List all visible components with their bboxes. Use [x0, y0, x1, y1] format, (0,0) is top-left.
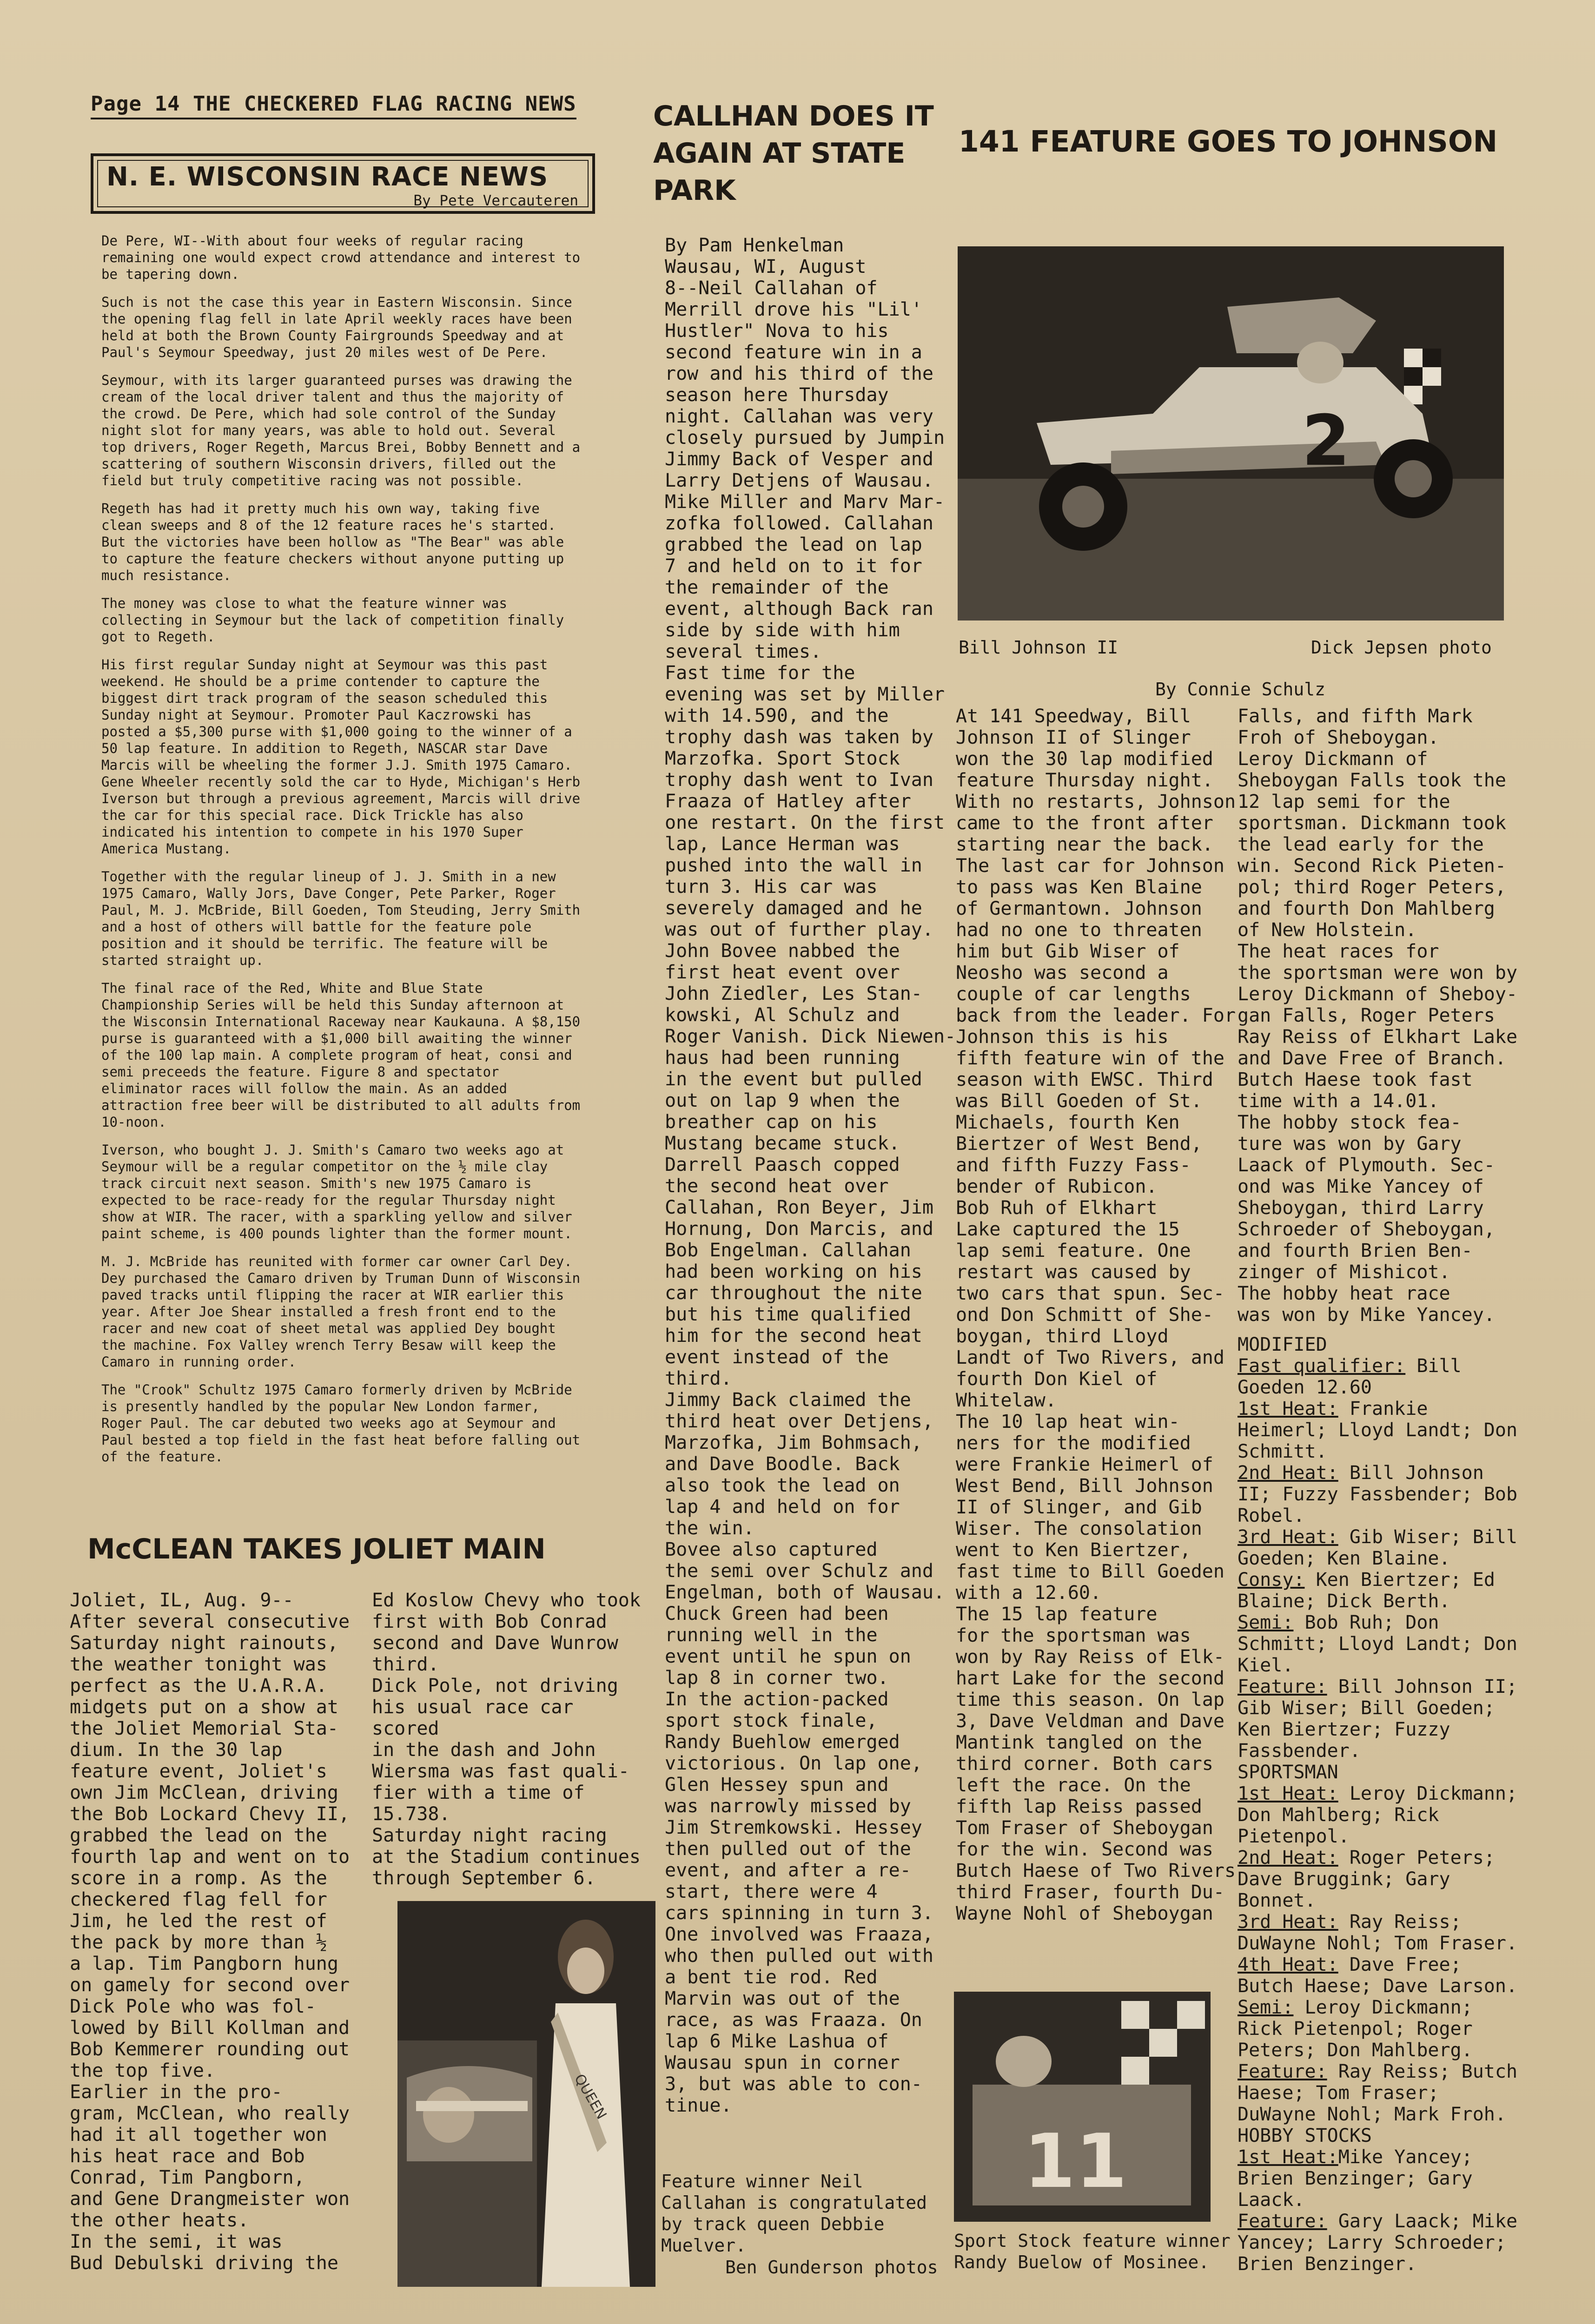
johnson-byline: By Connie Schulz — [1155, 679, 1326, 700]
paper-name: THE CHECKERED FLAG RACING NEWS — [192, 92, 576, 116]
nw-para-1: De Pere, WI--With about four weeks of regular racing remaining one would expect crowd attendance and interest to be tapering down. — [101, 233, 581, 282]
queen-sash-text: QUEEN — [571, 2071, 610, 2122]
car-number-11: 11 — [1024, 2118, 1127, 2205]
ne-wisconsin-title-box — [91, 153, 595, 214]
sport-stock-photo — [954, 1992, 1211, 2222]
ne-wisconsin-byline: By Pete Vercauteren — [413, 192, 578, 209]
nw-para-9: Iverson, who bought J. J. Smith's Camaro two weeks ago at Seymour will be a regular competitor on the ½ mile clay track circuit next season. Smith's new 1975 Camaro is expected to be race-ready for the regular Thursday night show at WIR. The racer, with a sparkling yellow and silver paint scheme, is 400 pounds lighter than the former mount. — [101, 1142, 572, 1241]
nw-para-11: The "Crook" Schultz 1975 Camaro formerly driven by McBride is presently handled by the popular New London farmer, Roger Paul. The car debuted two weeks ago at Seymour and Paul bested a top field in the fast heat before falling out of the feature. — [101, 1382, 581, 1465]
result-line: 1st Heat: Frankie Heimerl; Lloyd Landt; Don Schmitt. — [1238, 1398, 1518, 1462]
page-label: Page 14 — [91, 92, 180, 116]
result-line: SPORTSMAN — [1238, 1762, 1338, 1783]
track-queen-photo-graphic — [397, 1901, 655, 2287]
result-line: Feature: Bill Johnson II; Gib Wiser; Bill Goeden; Ken Biertzer; Fuzzy Fassbender. — [1238, 1676, 1518, 1762]
mcclean-headline: McCLEAN TAKES JOLIET MAIN — [87, 1533, 546, 1565]
result-line: Consy: Ken Biertzer; Ed Blaine; Dick Berth. — [1238, 1569, 1495, 1612]
nw-para-8: The final race of the Red, White and Blue State Championship Series will be held this Sunday afternoon at the Wisconsin International Raceway near Kaukauna. A $8,150 purse is guaranteed with a $1,000 bill awaiting the winner of the 100 lap main. A complete program of heat, consi and semi preceeds the feature. Figure 8 and spectator eliminator races will follow the main. As an added attraction free beer will be distributed to all adults from 10-noon. — [101, 980, 581, 1130]
result-line: 3rd Heat: Gib Wiser; Bill Goeden; Ken Blaine. — [1238, 1526, 1518, 1569]
callhan-photo-credit: Ben Gunderson photos — [725, 2257, 938, 2278]
nw-para-6: His first regular Sunday night at Seymour was this past weekend. He should be a prime contender to capture the biggest dirt track program of the season scheduled this Sunday night at Seymour. Promoter Paul Kaczrowski has posted a $5,300 purse with $1,000 going to the winner of a 50 lap feature. In addition to Regeth, NASCAR star Dave Marcis will be wheeling the former J.J. Smith 1975 Camaro. Gene Wheeler recently sold the car to Hyde, Michigan's Herb Iverson but through a previous agreement, Marcis will drive the car for this special race. Dick Trickle has also indicated his intention to compete in his 1970 Super America Mustang. — [101, 657, 581, 857]
track-queen-photo — [397, 1901, 655, 2287]
johnson-photo-credit: Dick Jepsen photo — [1311, 637, 1492, 658]
callhan-headline — [653, 98, 934, 209]
mcclean-left-column: Joliet, IL, Aug. 9-- After several consecutive Saturday night rainouts, the weather tonight was perfect as the U.A.R.A. midgets put on a show at the Joliet Memorial Sta- dium. In the 30 lap feature event, Joliet's own Jim McClean, driving the Bob Lockard Chevy II, grabbed the lead on the fourth lap and went on to score in a romp. As the checkered flag fell for Jim, he led the rest of the pack by more than ½ a lap. Tim Pangborn hung on gamely for second over Dick Pole who was fol- lowed by Bill Kollman and Bob Kemmerer rounding out the top five. Earlier in the pro- gram, McClean, who really had it all together won his heat race and Bob Conrad, Tim Pangborn, and Gene Drangmeister won the other heats. In the semi, it was Bud Debulski driving the — [70, 1590, 350, 2274]
result-line: Semi: Bob Ruh; Don Schmitt; Lloyd Landt; Don Kiel. — [1238, 1612, 1518, 1676]
nw-para-2: Such is not the case this year in Eastern Wisconsin. Since the opening flag fell in late April weekly races have been held at both the Brown County Fairgrounds Speedway and at Paul's Seymour Speedway, just 20 miles west of De Pere. — [101, 294, 572, 360]
callhan-headline-line-1: CALLHAN DOES IT — [653, 100, 934, 132]
johnson-photo-caption-left: Bill Johnson II — [959, 637, 1118, 658]
result-line: Feature: Ray Reiss; Butch Haese; Tom Fraser; DuWayne Nohl; Mark Froh. — [1238, 2061, 1518, 2125]
result-line: 1st Heat: Leroy Dickmann; Don Mahlberg; Rick Pietenpol. — [1238, 1783, 1518, 1847]
result-line: 4th Heat: Dave Free; Butch Haese; Dave Larson. — [1238, 1954, 1518, 1997]
callhan-headline-line-2: AGAIN AT STATE — [653, 137, 906, 170]
nw-para-5: The money was close to what the feature winner was collecting in Seymour but the lack of competition finally got to Regeth. — [101, 595, 564, 645]
results-list — [1238, 1334, 1526, 2275]
result-line: Feature: Gary Laack; Mike Yancey; Larry Schroeder; Brien Benzinger. — [1238, 2211, 1518, 2275]
sport-stock-photo-graphic — [954, 1992, 1211, 2222]
nw-para-4: Regeth has had it pretty much his own way, taking five clean sweeps and 8 of the 12 feature races he's started. But the victories have been hollow as "The Bear" was able to capture the feature checkers without anyone putting up much resistance. — [101, 501, 564, 583]
callhan-body: By Pam Henkelman Wausau, WI, August 8--Neil Callahan of Merrill drove his "Lil' Hustler" Nova to his second feature win in a row and his third of the season here Thursday night. Callahan was very closely pursued by Jumpin Jimmy Back of Vesper and Larry Detjens of Wausau. Mike Miller and Marv Mar- zofka followed. Callahan grabbed the lead on lap 7 and held on to it for the remainder of the event, although Back ran side by side with him several times. Fast time for the evening was set by Miller with 14.590, and the trophy dash was taken by Marzofka. Sport Stock trophy dash went to Ivan Fraaza of Hatley after one restart. On the first lap, Lance Herman was pushed into the wall in turn 3. His car was severely damaged and he was out of further play. John Bovee nabbed the first heat event over John Ziedler, Les Stan- kowski, Al Schulz and Roger Vanish. Dick Niewen- haus had been running in the event but pulled out on lap 9 when the breather cap on his Mustang became stuck. Darrell Paasch copped the second heat over Callahan, Ron Beyer, Jim Hornung, Don Marcis, and Bob Engelman. Callahan had been working on his car throughout the nite but his time qualified him for the second heat event instead of the third. Jimmy Back claimed the third heat over Detjens, Marzofka, Jim Bohmsach, and Dave Boodle. Back also took the lead on lap 4 and held on for the win. Bovee also captured the semi over Schulz and Engelman, both of Wausau. Chuck Green had been running well in the event until he spun on lap 8 in corner two. In the action-packed sport stock finale, Randy Buehlow emerged victorious. On lap one, Glen Hessey spun and was narrowly missed by Jim Stremkowski. Hessey then pulled out of the event, and after a re- start, there were 4 cars spinning in turn 3. One involved was Fraaza, who then pulled out with a bent tie rod. Red Marvin was out of the race, as was Fraaza. On lap 6 Mike Lashua of Wausau spun in corner 3, but was able to con- tinue. — [665, 235, 956, 2116]
callhan-headline-line-3: PARK — [653, 174, 736, 207]
callhan-photo-caption: Feature winner Neil Callahan is congratulated by track queen Debbie Muelver. — [661, 2171, 927, 2256]
ne-wisconsin-body — [101, 232, 585, 1476]
result-line: MODIFIED — [1238, 1334, 1327, 1355]
nw-para-7: Together with the regular lineup of J. J. Smith in a new 1975 Camaro, Wally Jors, Dave Conger, Pete Parker, Roger Paul, M. J. McBride, Bill Goeden, Tom Steuding, Jerry Smith and a host of others will battle for the feature pole position and it should be terrific. The feature will be started straight up. — [101, 869, 581, 968]
johnson-column-1: At 141 Speedway, Bill Johnson II of Slinger won the 30 lap modified feature Thursday night. With no restarts, Johnson came to the front after starting near the back. The last car for Johnson to pass was Ken Blaine of Germantown. Johnson had no one to threaten him but Gib Wiser of Neosho was second a couple of car lengths back from the leader. For Johnson this is his fifth feature win of the season with EWSC. Third was Bill Goeden of St. Michaels, fourth Ken Biertzer of West Bend, and fifth Fuzzy Fass- bender of Rubicon. Bob Ruh of Elkhart Lake captured the 15 lap semi feature. One restart was caused by two cars that spun. Sec- ond Don Schmitt of She- boygan, third Lloyd Landt of Two Rivers, and fourth Don Kiel of Whitelaw. The 10 lap heat win- ners for the modified were Frankie Heimerl of West Bend, Bill Johnson II of Slinger, and Gib Wiser. The consolation went to Ken Biertzer, fast time to Bill Goeden with a 12.60. The 15 lap feature for the sportsman was won by Ray Reiss of Elk- hart Lake for the second time this season. On lap 3, Dave Veldman and Dave Mantink tangled on the third corner. Both cars left the race. On the fifth lap Reiss passed Tom Fraser of Sheboygan for the win. Second was Butch Haese of Two Rivers third Fraser, fourth Du- Wayne Nohl of Sheboygan — [956, 706, 1236, 1924]
ne-wisconsin-title: N. E. WISCONSIN RACE NEWS — [106, 162, 549, 192]
car-number-2: 2 — [1302, 401, 1350, 482]
nw-para-3: Seymour, with its larger guaranteed purses was drawing the cream of the local driver talent and thus the majority of the crowd. De Pere, which had sole control of the Sunday night slot for many years, was able to hold out. Several top drivers, Roger Regeth, Marcus Brei, Bobby Bennett and a scattering of southern Wisconsin drivers, filled out the field but truly competitive racing was not possible. — [101, 372, 581, 489]
sport-stock-caption: Sport Stock feature winner Randy Buelow of Mosinee. — [954, 2231, 1231, 2272]
mcclean-right-column: Ed Koslow Chevy who took first with Bob Conrad second and Dave Wunrow third. Dick Pole, not driving his usual race car scored in the dash and John Wiersma was fast quali- fier with a time of 15.738. Saturday night racing at the Stadium continues through September 6. — [372, 1590, 641, 1889]
result-line: 3rd Heat: Ray Reiss; DuWayne Nohl; Tom Fraser. — [1238, 1911, 1518, 1954]
result-line: HOBBY STOCKS — [1238, 2125, 1372, 2146]
result-line: Fast qualifier: Bill Goeden 12.60 — [1238, 1355, 1462, 1398]
johnson-column-2: Falls, and fifth Mark Froh of Sheboygan. Leroy Dickmann of Sheboygan Falls took the 12 lap semi for the sportsman. Dickmann took the lead early for the win. Second Rick Pieten- pol; third Roger Peters, and fourth Don Mahlberg of New Holstein. The heat races for the sportsman were won by Leroy Dickmann of Sheboy- gan Falls, Roger Peters Ray Reiss of Elkhart Lake and Dave Free of Branch. Butch Haese took fast time with a 14.01. The hobby stock fea- ture was won by Gary Laack of Plymouth. Sec- ond was Mike Yancey of Sheboygan, third Larry Schroeder of Sheboygan, and fourth Brien Ben- zinger of Mishicot. The hobby heat race was won by Mike Yancey. — [1238, 706, 1518, 1326]
result-line: 1st Heat:Mike Yancey; Brien Benzinger; Gary Laack. — [1238, 2146, 1473, 2211]
running-header — [91, 92, 576, 119]
modified-car-photo — [958, 246, 1504, 621]
modified-car-photo-graphic — [958, 246, 1504, 621]
nw-para-10: M. J. McBride has reunited with former car owner Carl Dey. Dey purchased the Camaro driven by Truman Dunn of Wisconsin paved tracks until flipping the racer at WIR earlier this year. After Joe Shear installed a fresh front end to the racer and new coat of sheet metal was applied Dey bought the machine. Fox Valley wrench Terry Besaw will keep the Camaro in running order. — [101, 1254, 581, 1370]
result-line: 2nd Heat: Roger Peters; Dave Bruggink; Gary Bonnet. — [1238, 1847, 1495, 1911]
result-line: Semi: Leroy Dickmann; Rick Pietenpol; Roger Peters; Don Mahlberg. — [1238, 1997, 1473, 2061]
johnson-headline: 141 FEATURE GOES TO JOHNSON — [959, 125, 1498, 158]
result-line: 2nd Heat: Bill Johnson II; Fuzzy Fassbender; Bob Robel. — [1238, 1462, 1518, 1526]
